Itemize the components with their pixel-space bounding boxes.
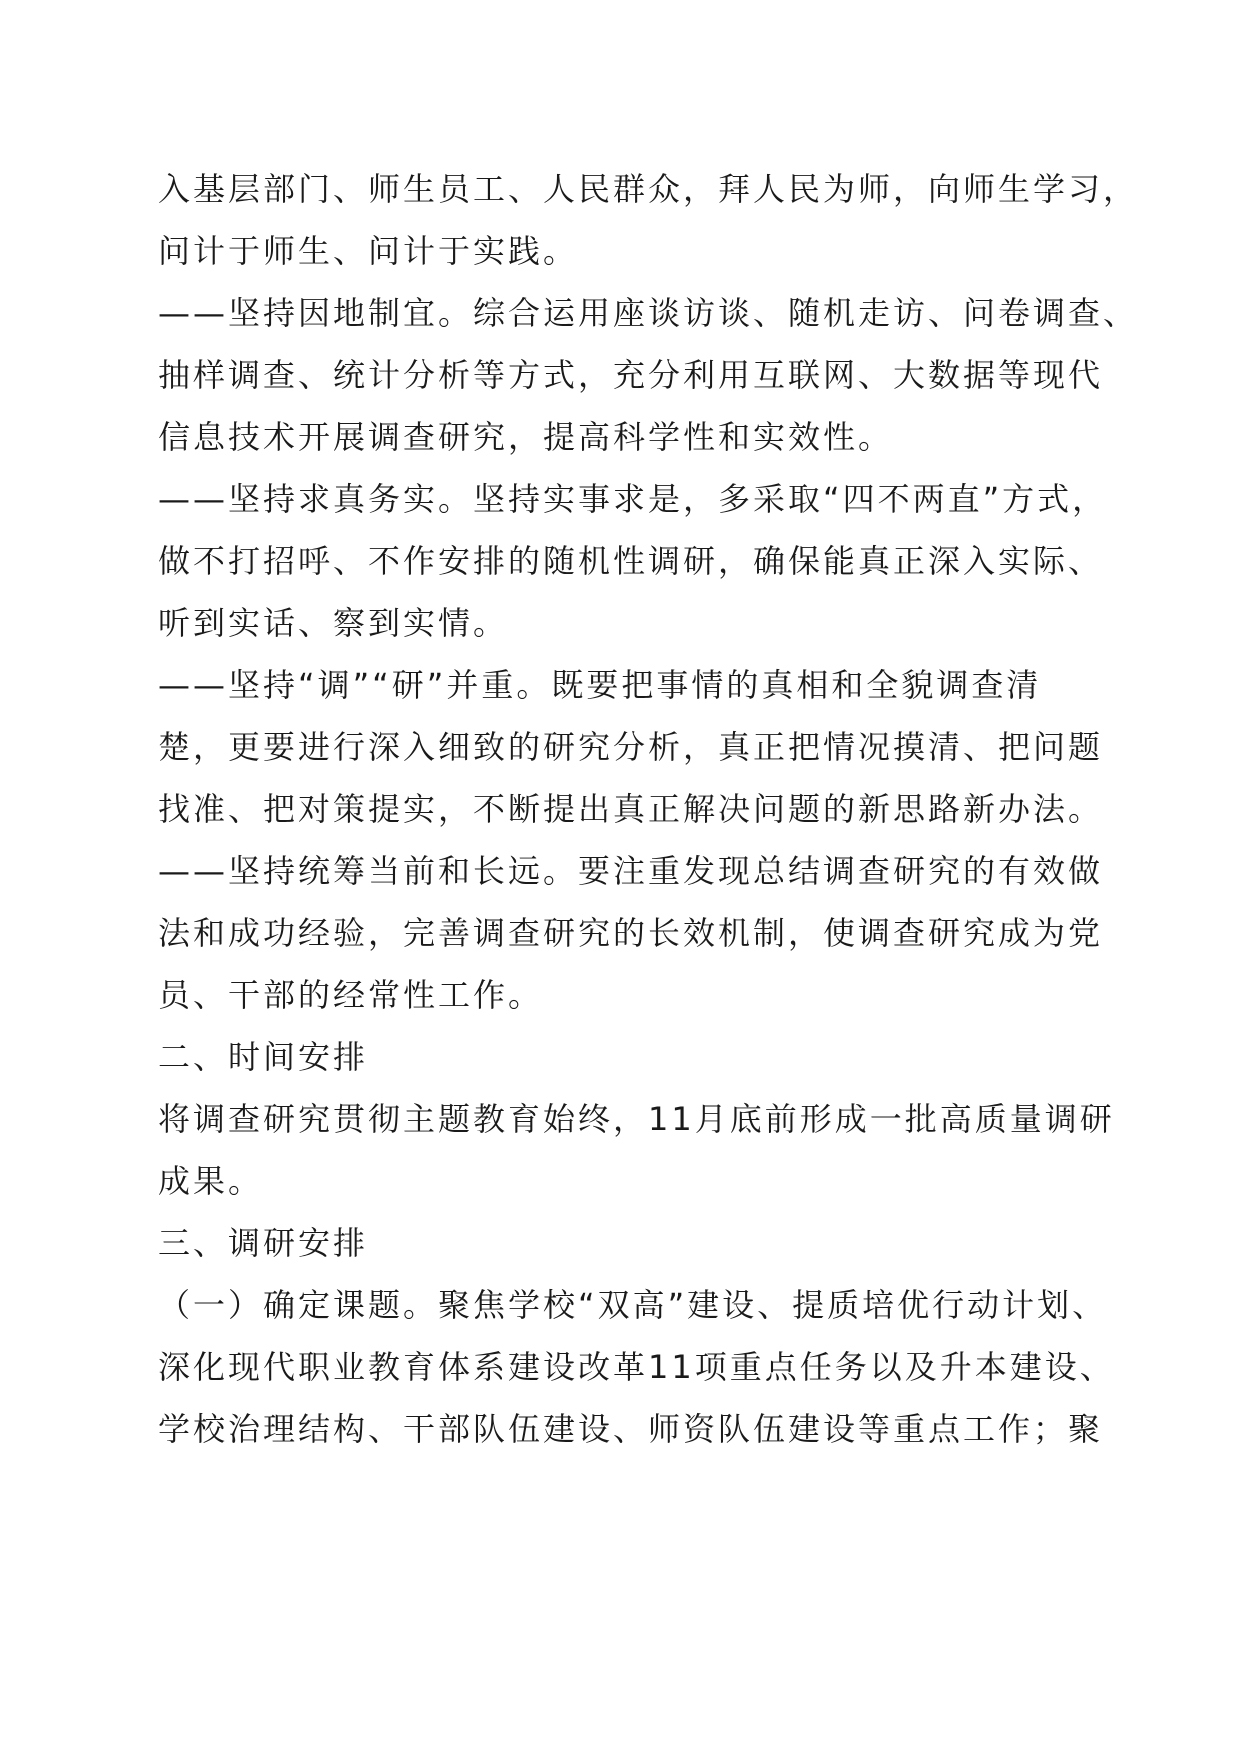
text-line: ——坚持求真务实。坚持实事求是，多采取“四不两直”方式，	[158, 480, 1108, 518]
text-line: 学校治理结构、干部队伍建设、师资队伍建设等重点工作；聚	[158, 1410, 1104, 1448]
text-line: ——坚持“调”“研”并重。既要把事情的真相和全貌调查清	[158, 666, 1042, 704]
text-line: 员、干部的经常性工作。	[158, 976, 544, 1014]
section-heading: 二、时间安排	[158, 1038, 369, 1076]
text-line: 深化现代职业教育体系建设改革11项重点任务以及升本建设、	[158, 1348, 1115, 1386]
text-line: 入基层部门、师生员工、人民群众，拜人民为师，向师生学习，	[158, 170, 1139, 208]
text-line: 听到实话、察到实情。	[158, 604, 509, 642]
text-line: 法和成功经验，完善调查研究的长效机制，使调查研究成为党	[158, 914, 1104, 952]
text-line: 楚，更要进行深入细致的研究分析，真正把情况摸清、把问题	[158, 728, 1104, 766]
text-line: 抽样调查、统计分析等方式，充分利用互联网、大数据等现代	[158, 356, 1104, 394]
text-line: 信息技术开展调查研究，提高科学性和实效性。	[158, 418, 894, 456]
text-line: 问计于师生、问计于实践。	[158, 232, 579, 270]
text-line: （一）确定课题。聚焦学校“双高”建设、提质培优行动计划、	[158, 1286, 1108, 1324]
text-line: ——坚持因地制宜。综合运用座谈访谈、随机走访、问卷调查、	[158, 294, 1139, 332]
text-line: 找准、把对策提实，不断提出真正解决问题的新思路新办法。	[158, 790, 1104, 828]
section-heading: 三、调研安排	[158, 1224, 369, 1262]
text-line: ——坚持统筹当前和长远。要注重发现总结调查研究的有效做	[158, 852, 1104, 890]
text-line: 将调查研究贯彻主题教育始终，11月底前形成一批高质量调研	[158, 1100, 1115, 1138]
text-line: 成果。	[158, 1162, 264, 1200]
text-line: 做不打招呼、不作安排的随机性调研，确保能真正深入实际、	[158, 542, 1104, 580]
